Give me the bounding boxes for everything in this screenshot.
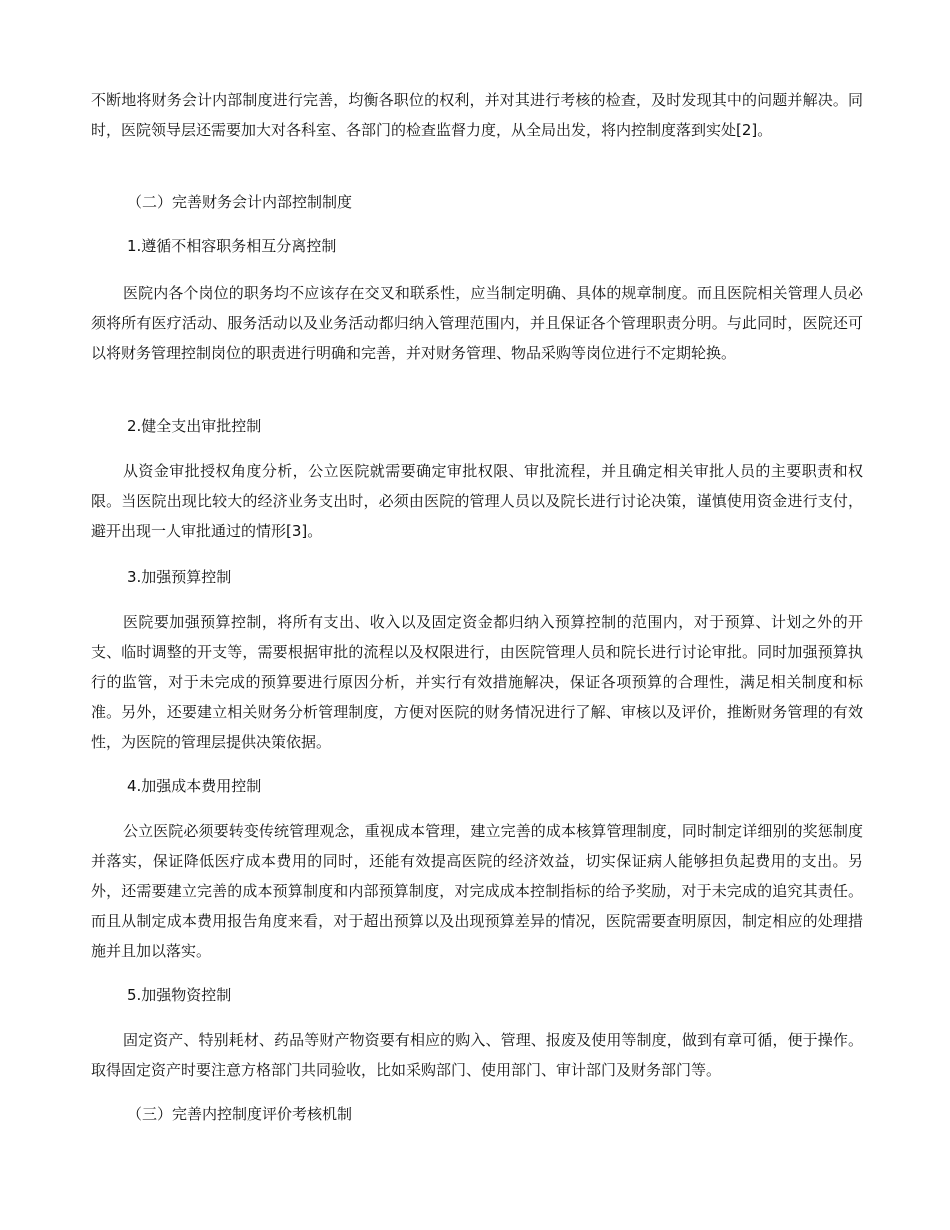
paragraph-5: 固定资产、特别耗材、药品等财产物资要有相应的购入、管理、报废及使用等制度，做到有章可循，便于操作。取得固定资产时要注意方格部门共同验收，比如采购部门、使用部门、审计部门及财务部门等。 xyxy=(91,1031,863,1079)
paragraph-2: 从资金审批授权角度分析，公立医院就需要确定审批权限、审批流程，并且确定相关审批人员的主要职责和权限。当医院出现比较大的经济业务支出时，必须由医院的管理人员以及院长进行讨论决策，谨慎使用资金进行支付，避开出现一人审批通过的情形[3]。 xyxy=(91,462,863,540)
subheading-4: 4.加强成本费用控制 xyxy=(127,777,262,795)
paragraph-1: 医院内各个岗位的职务均不应该存在交叉和联系性，应当制定明确、具体的规章制度。而且医院相关管理人员必须将所有医疗活动、服务活动以及业务活动都归纳入管理范围内，并且保证各个管理职责分明。与此同时，医院还可以将财务管理控制岗位的职责进行明确和完善，并对财务管理、物品采购等岗位进行不定期轮换。 xyxy=(91,284,863,362)
subheading-5: 5.加强物资控制 xyxy=(127,986,232,1004)
paragraph-intro: 不断地将财务会计内部制度进行完善，均衡各职位的权利，并对其进行考核的检查，及时发现其中的问题并解决。同时，医院领导层还需要加大对各科室、各部门的检查监督力度，从全局出发，将内控制度落到实处[2]。 xyxy=(91,91,863,139)
paragraph-4: 公立医院必须要转变传统管理观念，重视成本管理，建立完善的成本核算管理制度，同时制定详细别的奖惩制度并落实，保证降低医疗成本费用的同时，还能有效提高医院的经济效益，切实保证病人能够担负起费用的支出。另外，还需要建立完善的成本预算制度和内部预算制度，对完成成本控制指标的给予奖励，对于未完成的追究其责任。而且从制定成本费用报告角度来看，对于超出预算以及出现预算差异的情况，医院需要查明原因，制定相应的处理措施并且加以落实。 xyxy=(91,822,863,960)
subheading-3: 3.加强预算控制 xyxy=(127,568,232,586)
subheading-1: 1.遵循不相容职务相互分离控制 xyxy=(127,237,337,255)
section-heading-3: （三）完善内控制度评价考核机制 xyxy=(127,1105,353,1123)
subheading-2: 2.健全支出审批控制 xyxy=(127,417,262,435)
paragraph-3: 医院要加强预算控制，将所有支出、收入以及固定资金都归纳入预算控制的范围内，对于预算、计划之外的开支、临时调整的开支等，需要根据审批的流程以及权限进行，由医院管理人员和院长进行讨论审批。同时加强预算执行的监管，对于未完成的预算要进行原因分析，并实行有效措施解决，保证各项预算的合理性，满足相关制度和标准。另外，还要建立相关财务分析管理制度，方便对医院的财务情况进行了解、审核以及评价，推断财务管理的有效性，为医院的管理层提供决策依据。 xyxy=(91,613,863,751)
section-heading-2: （二）完善财务会计内部控制制度 xyxy=(127,193,353,211)
